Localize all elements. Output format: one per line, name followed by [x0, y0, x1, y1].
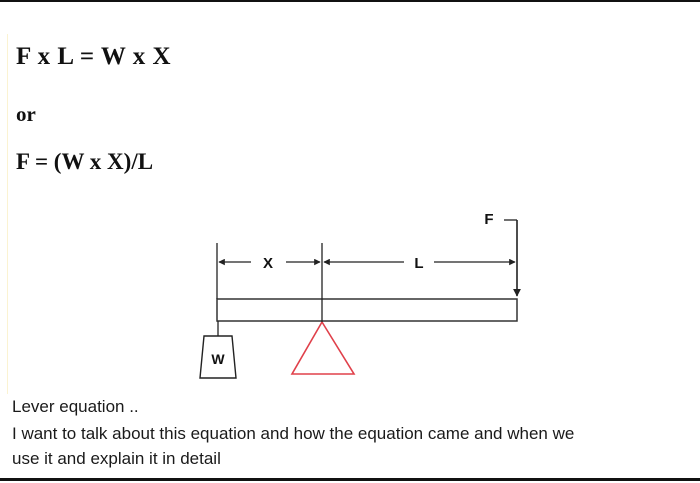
l-dimension-label: L [414, 255, 424, 272]
caption-title: Lever equation .. [12, 397, 139, 416]
weight-label: W [211, 351, 225, 367]
equation-or-text: or [16, 102, 36, 126]
x-dimension-label: X [262, 255, 274, 272]
force-label: F [484, 211, 494, 228]
equation-moment-balance: F x L = W x X [16, 43, 172, 70]
fulcrum-triangle [292, 322, 354, 374]
bottom-divider [0, 478, 700, 481]
equation-force-solved: F = (W x X)/L [16, 149, 154, 174]
caption-body-line-2: use it and explain it in detail [12, 449, 221, 468]
lever-beam [217, 299, 517, 321]
caption-body-line-1: I want to talk about this equation and how the equation came and when we [12, 424, 575, 443]
